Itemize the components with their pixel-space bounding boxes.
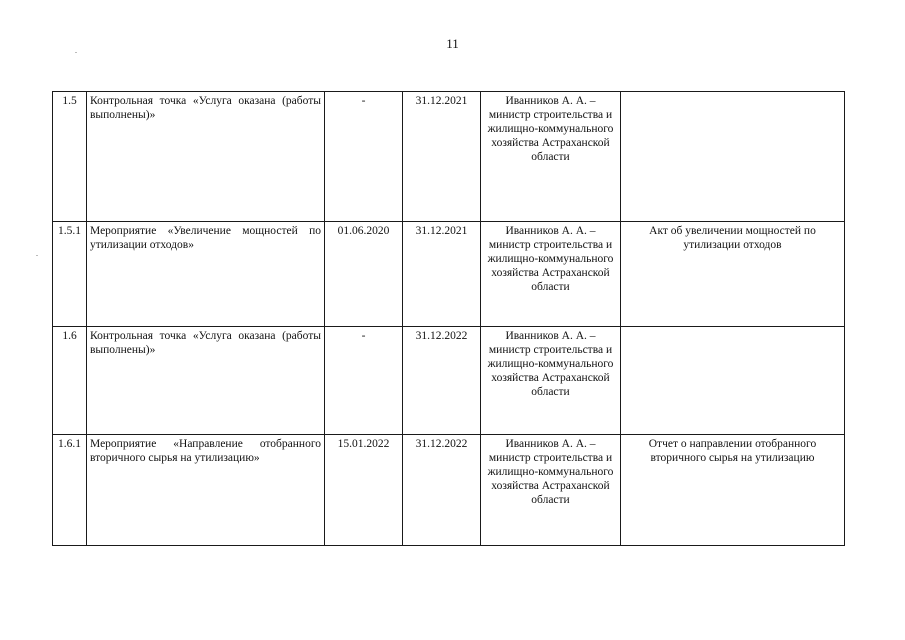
schedule-table (52, 91, 845, 546)
row-start-date: - (325, 327, 403, 435)
row-responsible: Иванников А. А. – министр строительства и жилищно-коммунального хозяйства Астраханской области (481, 92, 621, 222)
row-result: Отчет о направлении отобранного вторичного сырья на утилизацию (621, 435, 845, 546)
row-result: Акт об увеличении мощностей по утилизации отходов (621, 222, 845, 327)
row-number: 1.6.1 (53, 435, 87, 546)
page-number: 11 (446, 36, 459, 51)
row-result (621, 92, 845, 222)
row-number: 1.5.1 (53, 222, 87, 327)
row-end-date: 31.12.2021 (403, 222, 481, 327)
table-row (53, 92, 845, 222)
row-end-date: 31.12.2021 (403, 92, 481, 222)
row-number: 1.5 (53, 92, 87, 222)
row-name: Мероприятие «Увеличение мощностей по утилизации отходов» (87, 222, 325, 327)
row-start-date: 01.06.2020 (325, 222, 403, 327)
row-responsible: Иванников А. А. – министр строительства и жилищно-коммунального хозяйства Астраханской области (481, 327, 621, 435)
row-responsible: Иванников А. А. – министр строительства и жилищно-коммунального хозяйства Астраханской области (481, 435, 621, 546)
table-row (53, 222, 845, 327)
row-name: Мероприятие «Направление отобранного вторичного сырья на утилизацию» (87, 435, 325, 546)
scan-speck (36, 255, 38, 256)
table-row (53, 435, 845, 546)
row-start-date: - (325, 92, 403, 222)
scan-speck (75, 52, 77, 53)
row-result (621, 327, 845, 435)
row-end-date: 31.12.2022 (403, 435, 481, 546)
row-number: 1.6 (53, 327, 87, 435)
row-responsible: Иванников А. А. – министр строительства и жилищно-коммунального хозяйства Астраханской области (481, 222, 621, 327)
table-row (53, 327, 845, 435)
row-name: Контрольная точка «Услуга оказана (работы выполнены)» (87, 92, 325, 222)
row-name: Контрольная точка «Услуга оказана (работы выполнены)» (87, 327, 325, 435)
row-end-date: 31.12.2022 (403, 327, 481, 435)
row-start-date: 15.01.2022 (325, 435, 403, 546)
